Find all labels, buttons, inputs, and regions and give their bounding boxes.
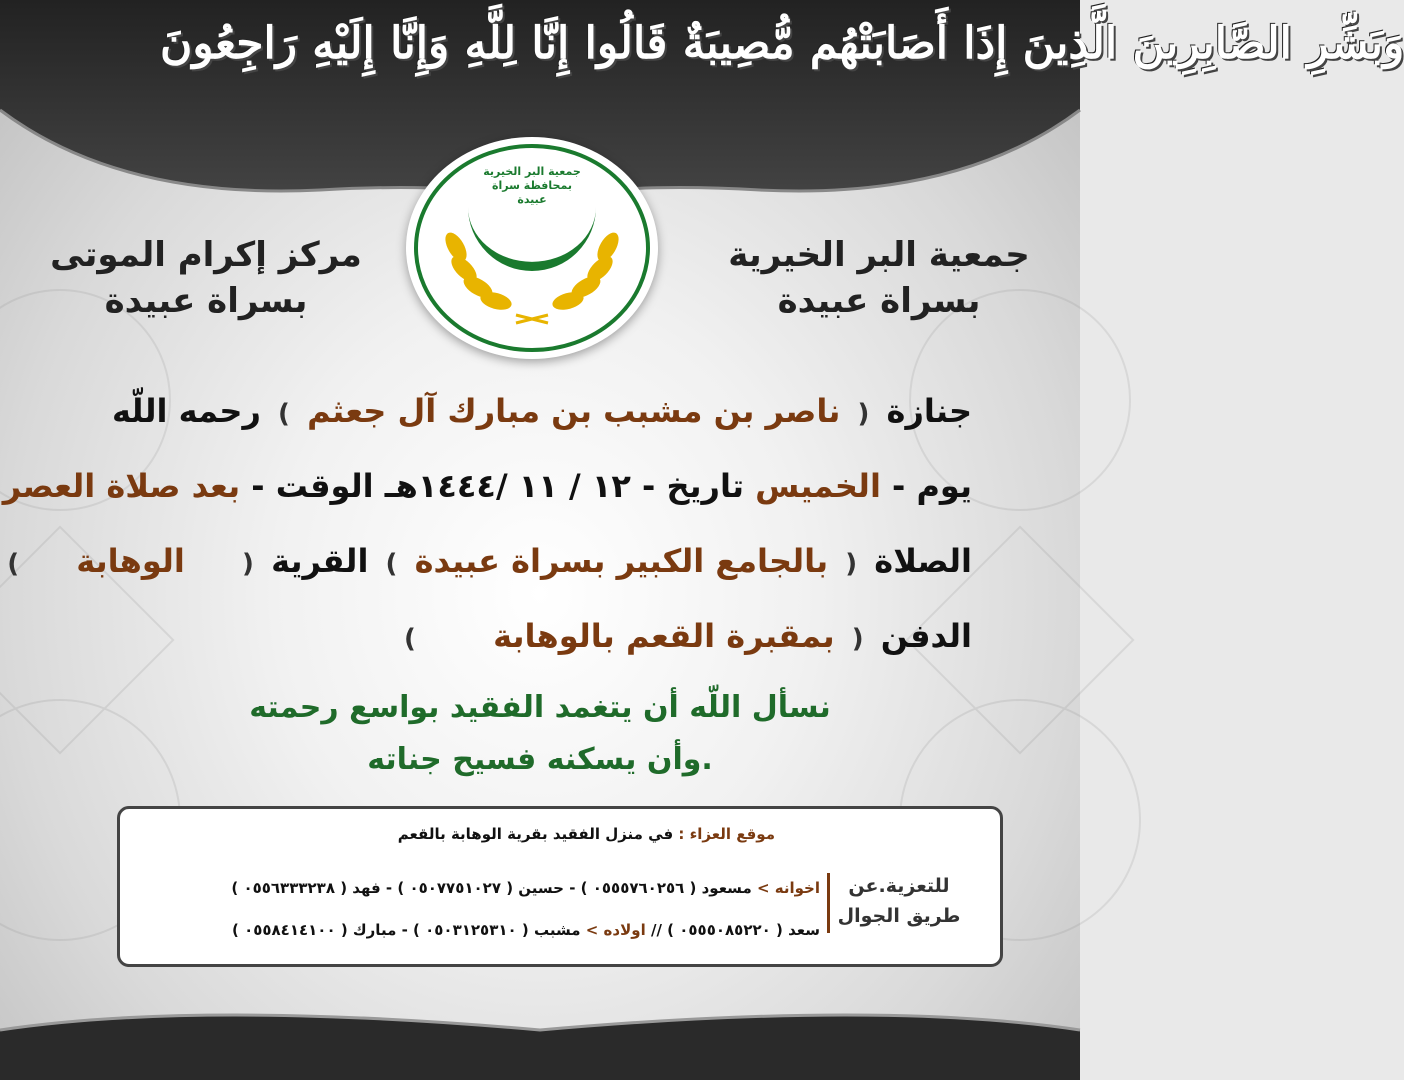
village-label: القرية — [271, 542, 369, 580]
prayer-label: الصلاة — [874, 542, 972, 580]
brothers-phones: مسعود ( ٠٥٥٥٧٦٠٢٥٦ ) - حسين ( ٠٥٠٧٧٥١٠٢٧ ) - فهد ( ٠٥٥٦٣٣٣٢٣٨ ) — [231, 879, 752, 897]
bottom-dark-arch — [0, 990, 1080, 1080]
burial-label: الدفن — [880, 617, 972, 655]
date-line — [3, 467, 972, 505]
funeral-suffix: رحمه اللّه — [111, 392, 261, 430]
burial-value: بمقبرة القعم بالوهابة — [493, 617, 835, 655]
org-left-line-2: بسراة عبيدة — [104, 281, 308, 321]
funeral-line — [112, 392, 972, 430]
village-value: الوهابة — [76, 542, 185, 580]
org-name-right — [714, 232, 1044, 324]
side-line-2: طريق الجوال — [837, 905, 961, 927]
logo-caption — [476, 165, 588, 207]
time-label: الوقت - — [251, 467, 374, 505]
paren-close: ) — [7, 549, 20, 579]
brothers-label: اخوانه > — [756, 879, 820, 897]
condolence-location — [398, 825, 775, 843]
sons-row — [232, 921, 820, 939]
brothers-row — [231, 879, 820, 897]
org-right-line-2: بسراة عبيدة — [777, 281, 981, 321]
date-value: ١٢ / ١١ /١٤٤٤هـ — [384, 467, 631, 505]
sons-phones: مشبب ( ٠٥٠٣١٢٥٣١٠ ) - مبارك ( ٠٥٥٨٤١٤١٠٠ ) — [231, 921, 581, 939]
quran-verse: وَبَشِّرِ الصَّابِرِينَ الَّذِينَ إِذَا أَصَابَتْهُم مُّصِيبَةٌ قَالُوا إِنَّا لِلَّهِ وَإِنَّا إِلَيْهِ رَاجِعُونَ — [160, 18, 1404, 69]
org-right-line-1: جمعية البر الخيرية — [728, 235, 1030, 275]
side-line-1: للتعزية.عن — [848, 875, 950, 897]
paren-open: ( — [851, 624, 864, 654]
condolence-side-label — [834, 871, 964, 931]
logo-line-1: جمعية البر الخيرية — [483, 165, 581, 178]
day-label: يوم - — [892, 467, 972, 505]
funeral-label: جنازة — [886, 392, 972, 430]
date-label: تاريخ - — [642, 467, 744, 505]
burial-line — [398, 617, 972, 655]
charity-logo — [406, 137, 658, 359]
divider — [827, 873, 830, 933]
sons-label: اولاده > — [585, 921, 646, 939]
condolence-box — [117, 806, 1003, 967]
prayer-place: بالجامع الكبير بسراة عبيدة — [414, 542, 829, 580]
time-value: بعد صلاة العصر — [2, 467, 241, 505]
paren-close: ) — [404, 624, 416, 654]
paren-open: ( — [857, 399, 870, 429]
day-value: الخميس — [755, 467, 881, 505]
org-name-left — [36, 232, 376, 324]
dua-line-2: وأن يسكنه فسيح جناته. — [367, 742, 713, 777]
saad-phone: سعد ( ٠٥٥٥٠٨٥٢٢٠ ) // — [650, 921, 820, 939]
logo-line-2: بمحافظة سراة عبيدة — [492, 179, 572, 206]
location-value: في منزل الفقيد بقرية الوهابة بالقعم — [397, 825, 674, 843]
location-label: موقع العزاء : — [678, 825, 775, 843]
prayer-line — [1, 542, 972, 580]
deceased-name: ناصر بن مشبب بن مبارك آل جعثم — [307, 392, 841, 430]
org-left-line-1: مركز إكرام الموتى — [50, 235, 362, 275]
paren-close: ) — [385, 549, 398, 579]
paren-open: ( — [242, 549, 254, 579]
paren-close: ) — [278, 399, 290, 429]
paren-open: ( — [845, 549, 858, 579]
dua-line-1: نسأل اللّه أن يتغمد الفقيد بواسع رحمته — [249, 690, 831, 725]
